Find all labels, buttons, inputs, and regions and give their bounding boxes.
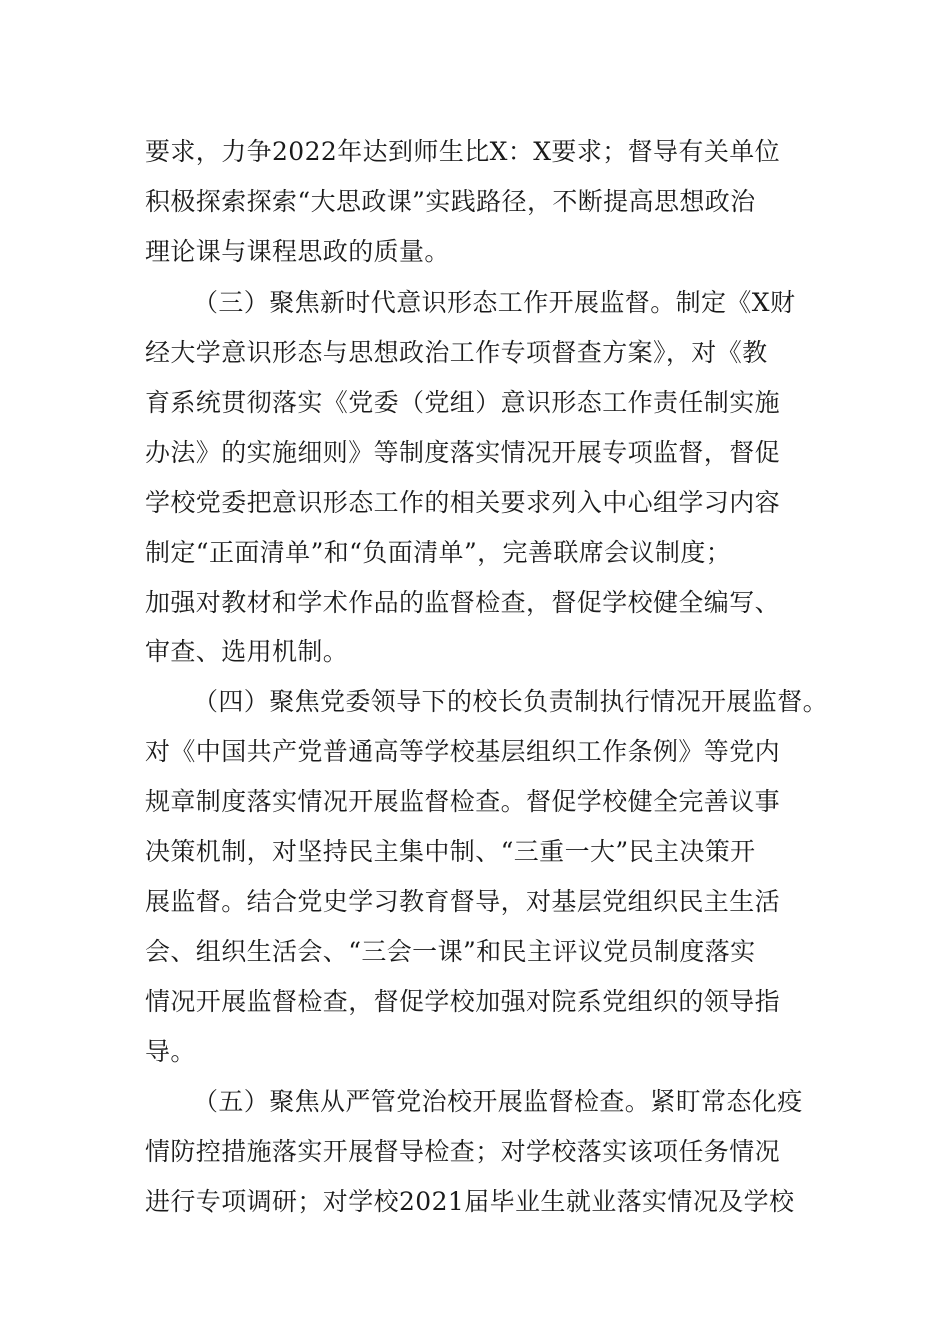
text-line: 育系统贯彻落实《党委（党组）意识形态工作责任制实施 xyxy=(145,388,781,417)
text-line: 加强对教材和学术作品的监督检查，督促学校健全编写、 xyxy=(145,588,781,617)
text-line: 进行专项调研；对学校2021届毕业生就业落实情况及学校 xyxy=(145,1187,795,1216)
text-line: 导。 xyxy=(145,1037,196,1066)
text-line: 理论课与课程思政的质量。 xyxy=(145,237,450,266)
text-line: 规章制度落实情况开展监督检查。督促学校健全完善议事 xyxy=(145,787,781,816)
text-line: 情防控措施落实开展督导检查；对学校落实该项任务情况 xyxy=(145,1137,781,1166)
text-line: 学校党委把意识形态工作的相关要求列入中心组学习内容 xyxy=(145,488,781,517)
text-line: 对《中国共产党普通高等学校基层组织工作条例》等党内 xyxy=(145,737,781,766)
section-heading-5: （五）聚焦从严管党治校开展监督检查。紧盯常态化疫 xyxy=(193,1087,803,1116)
section-heading-4: （四）聚焦党委领导下的校长负责制执行情况开展监督。 xyxy=(193,687,829,716)
text-line: 展监督。结合党史学习教育督导，对基层党组织民主生活 xyxy=(145,887,781,916)
text-line: 情况开展监督检查，督促学校加强对院系党组织的领导指 xyxy=(145,987,781,1016)
text-line: 办法》的实施细则》等制度落实情况开展专项监督，督促 xyxy=(145,438,781,467)
section-heading-3: （三）聚焦新时代意识形态工作开展监督。制定《X财 xyxy=(193,288,796,317)
text-line: 制定“正面清单”和“负面清单”，完善联席会议制度； xyxy=(145,538,732,567)
text-line: 要求，力争2022年达到师生比X：X要求；督导有关单位 xyxy=(145,137,781,166)
text-line: 审查、选用机制。 xyxy=(145,637,349,666)
text-line: 决策机制，对坚持民主集中制、“三重一大”民主决策开 xyxy=(145,837,756,866)
text-line: 会、组织生活会、“三会一课”和民主评议党员制度落实 xyxy=(145,937,756,966)
text-line: 经大学意识形态与思想政治工作专项督查方案》，对《教 xyxy=(145,338,768,367)
text-line: 积极探索探索“大思政课”实践路径，不断提高思想政治 xyxy=(145,187,756,216)
